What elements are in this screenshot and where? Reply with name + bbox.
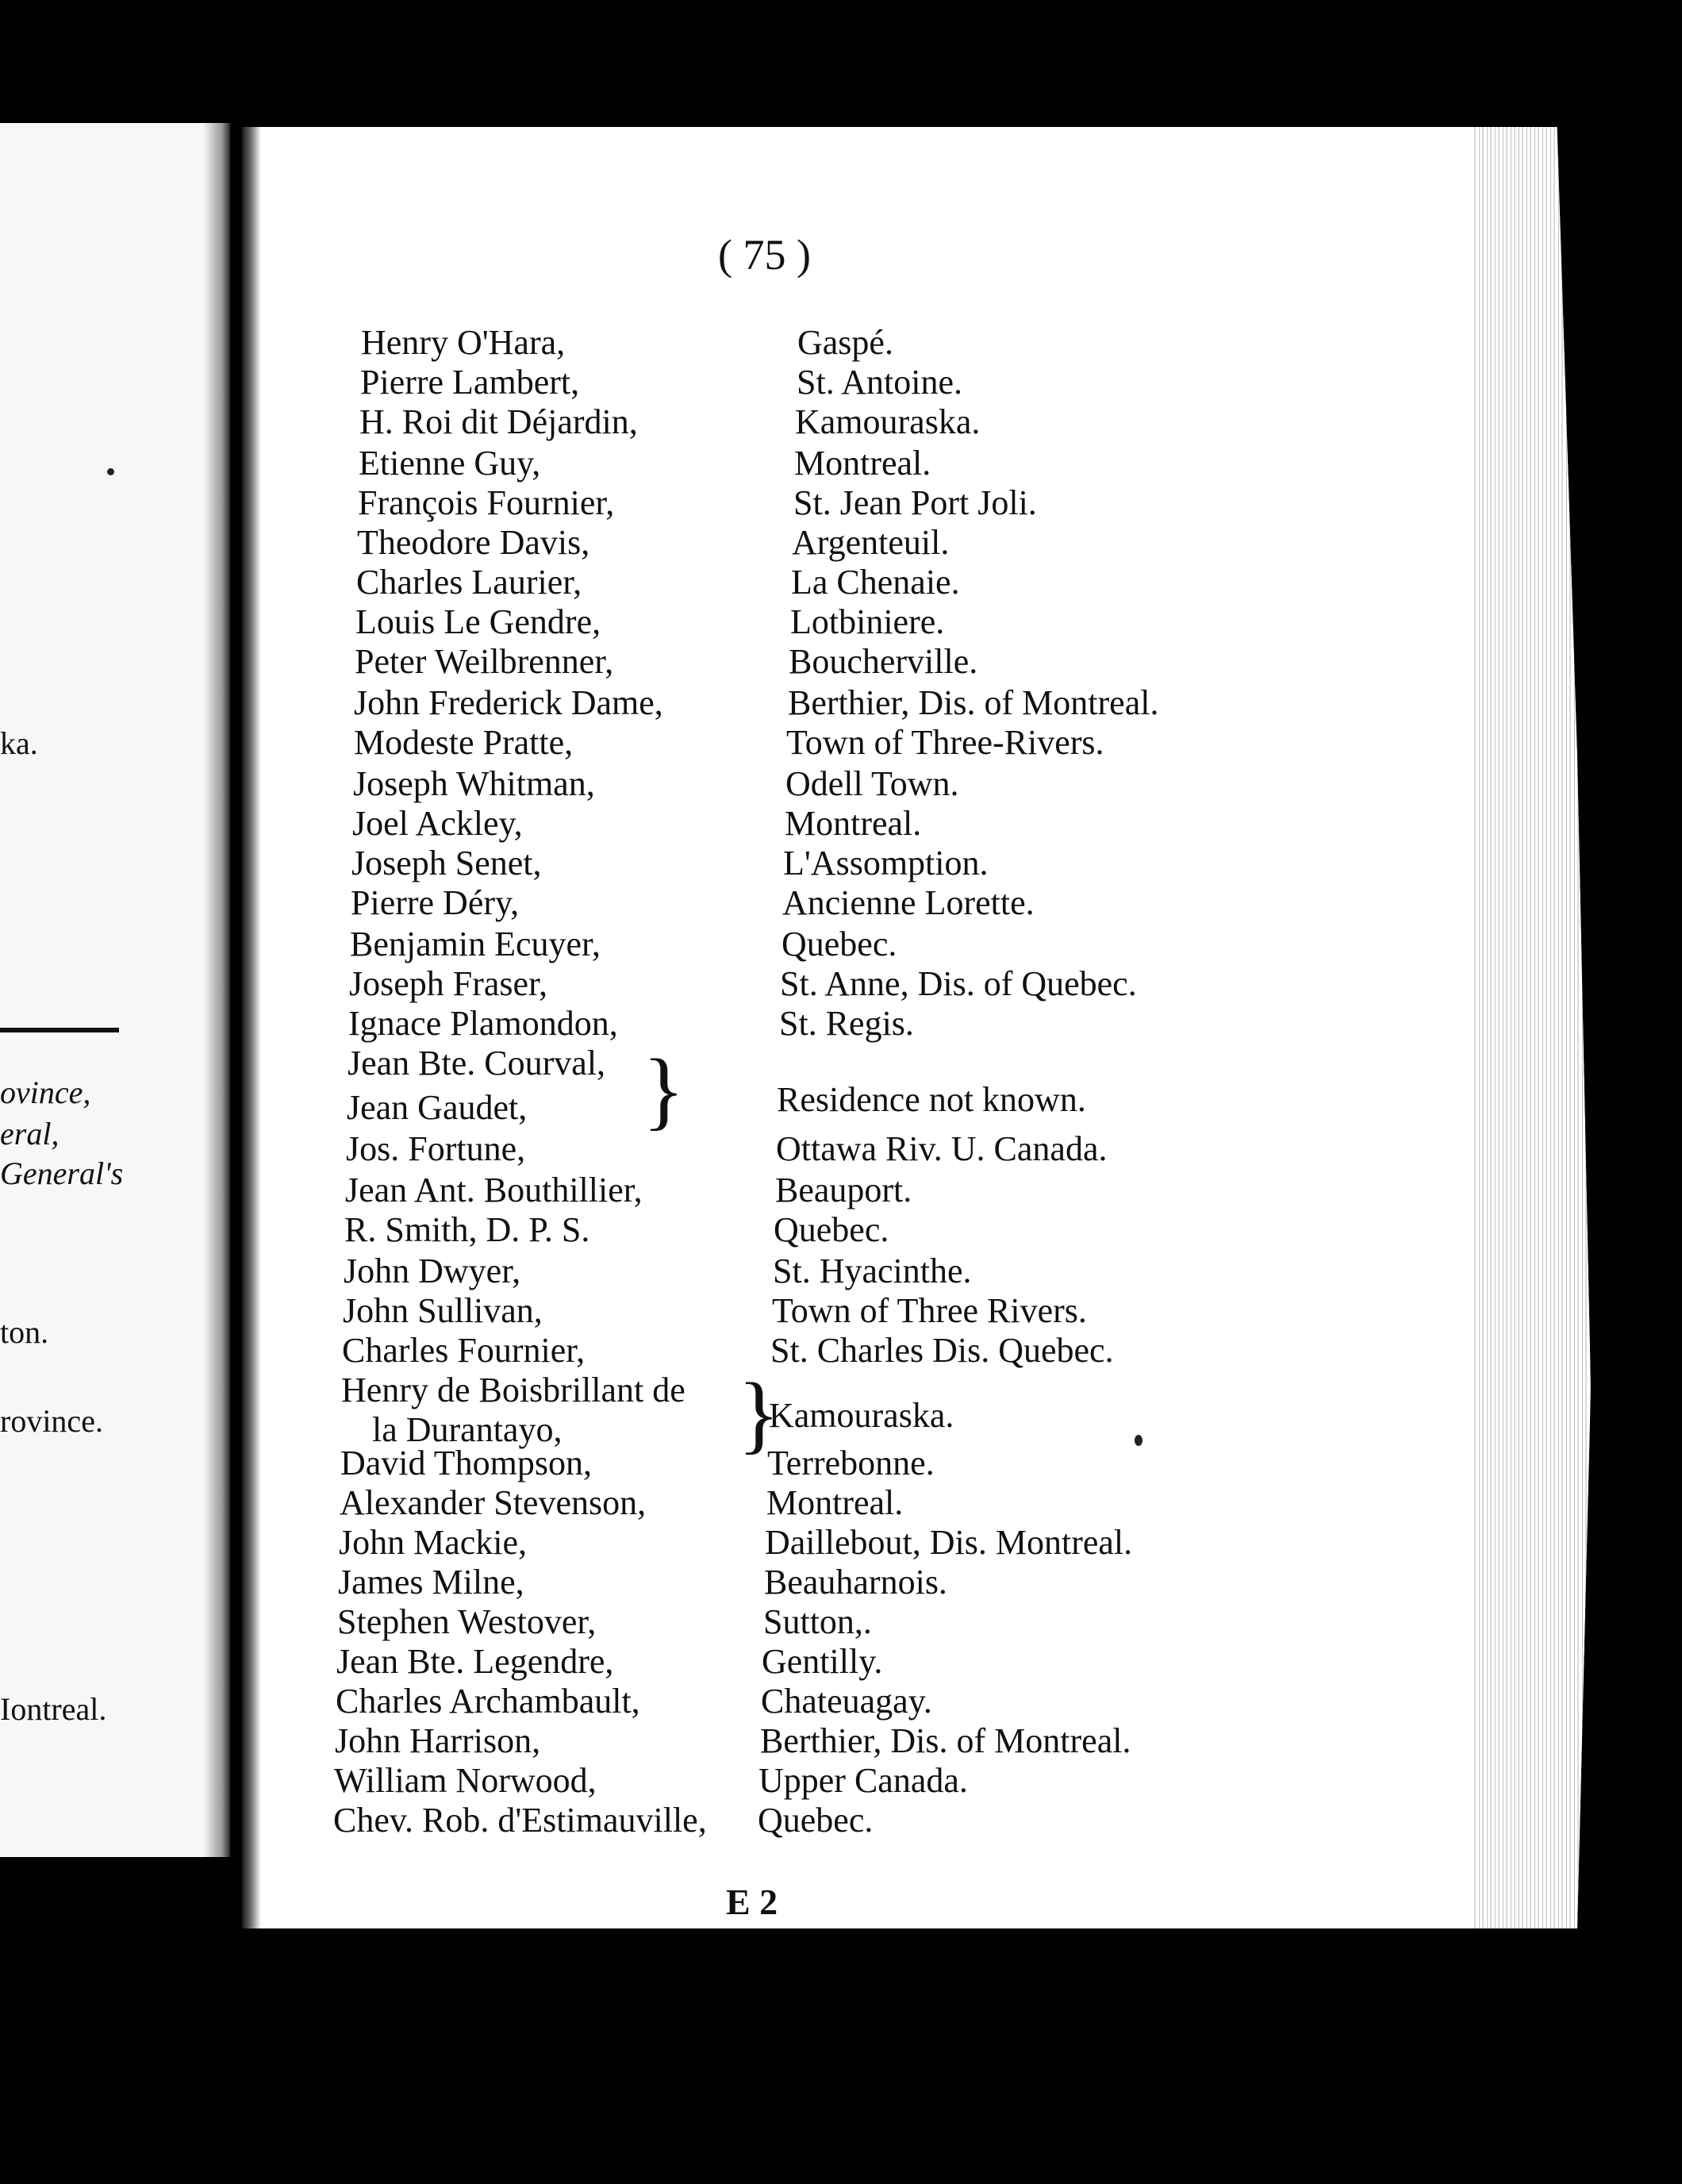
entry-place: Quebec. (758, 1801, 874, 1840)
page-number: ( 75 ) (718, 231, 811, 279)
left-fragment: eral, (0, 1116, 60, 1152)
left-page-rule (0, 1028, 119, 1032)
left-fragment: ka. (0, 725, 38, 761)
entry-place: Montreal. (766, 1483, 904, 1522)
entry-place: Town of Three-Rivers. (786, 723, 1104, 762)
entry-place: St. Antoine. (797, 363, 963, 402)
entry-name: John Sullivan, (343, 1291, 543, 1330)
entry-name: Joseph Fraser, (349, 964, 547, 1003)
left-fragment: ovince, (0, 1075, 91, 1110)
entry-place: Beauharnois. (764, 1563, 947, 1601)
entry-name: Stephen Westover, (337, 1602, 597, 1641)
entry-place: Montreal. (794, 444, 931, 483)
entry-name: H. Roi dit Déjardin, (359, 402, 638, 441)
entry-place: Sutton,. (763, 1602, 872, 1641)
entry-place: Kamouraska. (795, 402, 981, 441)
entry-name: Modeste Pratte, (354, 723, 574, 762)
left-fragment: rovince. (0, 1403, 103, 1439)
entry-place: Terrebonne. (767, 1444, 935, 1482)
right-page-gutter-shadow (242, 127, 261, 1928)
fore-edge-texture (1472, 127, 1591, 1928)
entry-name: Pierre Lambert, (360, 363, 580, 402)
entry-place: La Chenaie. (791, 563, 960, 602)
entry-name: Etienne Guy, (359, 444, 541, 483)
entry-name: Joseph Senet, (351, 844, 542, 882)
grouping-brace: } (738, 1365, 780, 1462)
entry-name: John Dwyer, (344, 1252, 521, 1290)
entry-place: Montreal. (785, 804, 922, 843)
entry-name: Peter Weilbrenner, (355, 642, 614, 681)
entry-name: la Durantayo, (372, 1410, 563, 1449)
entry-name: Alexander Stevenson, (340, 1483, 647, 1522)
entry-name: Jos. Fortune, (346, 1129, 526, 1168)
entry-name: Jean Bte. Legendre, (336, 1642, 614, 1681)
entry-name: Theodore Davis, (357, 523, 590, 562)
entry-place: Quebec. (781, 925, 897, 963)
entry-name: Henry de Boisbrillant de (341, 1371, 685, 1409)
entry-name: Henry O'Hara, (361, 323, 566, 362)
left-fragment: Iontreal. (0, 1691, 107, 1727)
entry-place: Argenteuil. (792, 523, 950, 562)
entry-place: Lotbiniere. (790, 602, 945, 641)
entry-name: Pierre Déry, (351, 883, 520, 922)
entry-name: James Milne, (338, 1563, 524, 1601)
entry-name: Charles Archambault, (336, 1682, 640, 1721)
entry-place: Town of Three Rivers. (772, 1291, 1087, 1330)
entry-name: Charles Laurier, (356, 563, 582, 602)
entry-name: Joseph Whitman, (353, 764, 595, 803)
entry-place: Kamouraska. (769, 1396, 954, 1435)
ink-speck (1135, 1435, 1142, 1446)
entry-place: Gaspé. (797, 323, 893, 362)
entry-name: Louis Le Gendre, (355, 602, 601, 641)
entry-name: Jean Gaudet, (347, 1088, 528, 1127)
entry-place: Odell Town. (785, 764, 959, 803)
entry-place: Upper Canada. (758, 1761, 968, 1800)
entry-place: Residence not known. (777, 1080, 1086, 1119)
entry-name: Jean Ant. Bouthillier, (345, 1171, 643, 1209)
entry-place: Ancienne Lorette. (782, 883, 1035, 922)
entry-place: St. Charles Dis. Quebec. (770, 1331, 1114, 1370)
left-fragment: General's (0, 1155, 124, 1191)
entry-name: Charles Fournier, (342, 1331, 586, 1370)
left-page-gutter-shadow (203, 123, 230, 1857)
entry-place: Beauport. (775, 1171, 912, 1209)
entry-place: Ottawa Riv. U. Canada. (776, 1129, 1108, 1168)
entry-name: David Thompson, (340, 1444, 592, 1482)
left-fragment: ton. (0, 1314, 49, 1350)
entry-place: Quebec. (774, 1210, 889, 1249)
grouping-brace: } (643, 1041, 685, 1138)
entry-place: Berthier, Dis. of Montreal. (760, 1721, 1131, 1760)
entry-name: Benjamin Ecuyer, (350, 925, 601, 963)
entry-place: St. Regis. (779, 1004, 914, 1043)
ink-speck (107, 468, 114, 475)
entry-name: François Fournier, (358, 483, 615, 522)
left-page (0, 123, 230, 1857)
entry-name: John Frederick Dame, (354, 683, 663, 722)
entry-place: St. Anne, Dis. of Quebec. (780, 964, 1137, 1003)
entry-place: Chateuagay. (761, 1682, 932, 1721)
signature-mark: E 2 (726, 1882, 778, 1922)
entry-name: Chev. Rob. d'Estimauville, (333, 1801, 707, 1840)
entry-name: R. Smith, D. P. S. (344, 1210, 590, 1249)
entry-place: Berthier, Dis. of Montreal. (788, 683, 1159, 722)
entry-name: Joel Ackley, (352, 804, 523, 843)
entry-name: Jean Bte. Courval, (348, 1044, 606, 1082)
entry-place: L'Assomption. (783, 844, 989, 882)
entry-name: John Mackie, (339, 1523, 528, 1562)
entry-place: Daillebout, Dis. Montreal. (765, 1523, 1133, 1562)
entry-name: John Harrison, (335, 1721, 541, 1760)
entry-place: St. Hyacinthe. (773, 1252, 972, 1290)
entry-place: Boucherville. (789, 642, 978, 681)
entry-name: Ignace Plamondon, (348, 1004, 618, 1043)
entry-name: William Norwood, (334, 1761, 597, 1800)
entry-place: Gentilly. (762, 1642, 883, 1681)
entry-place: St. Jean Port Joli. (793, 483, 1037, 522)
